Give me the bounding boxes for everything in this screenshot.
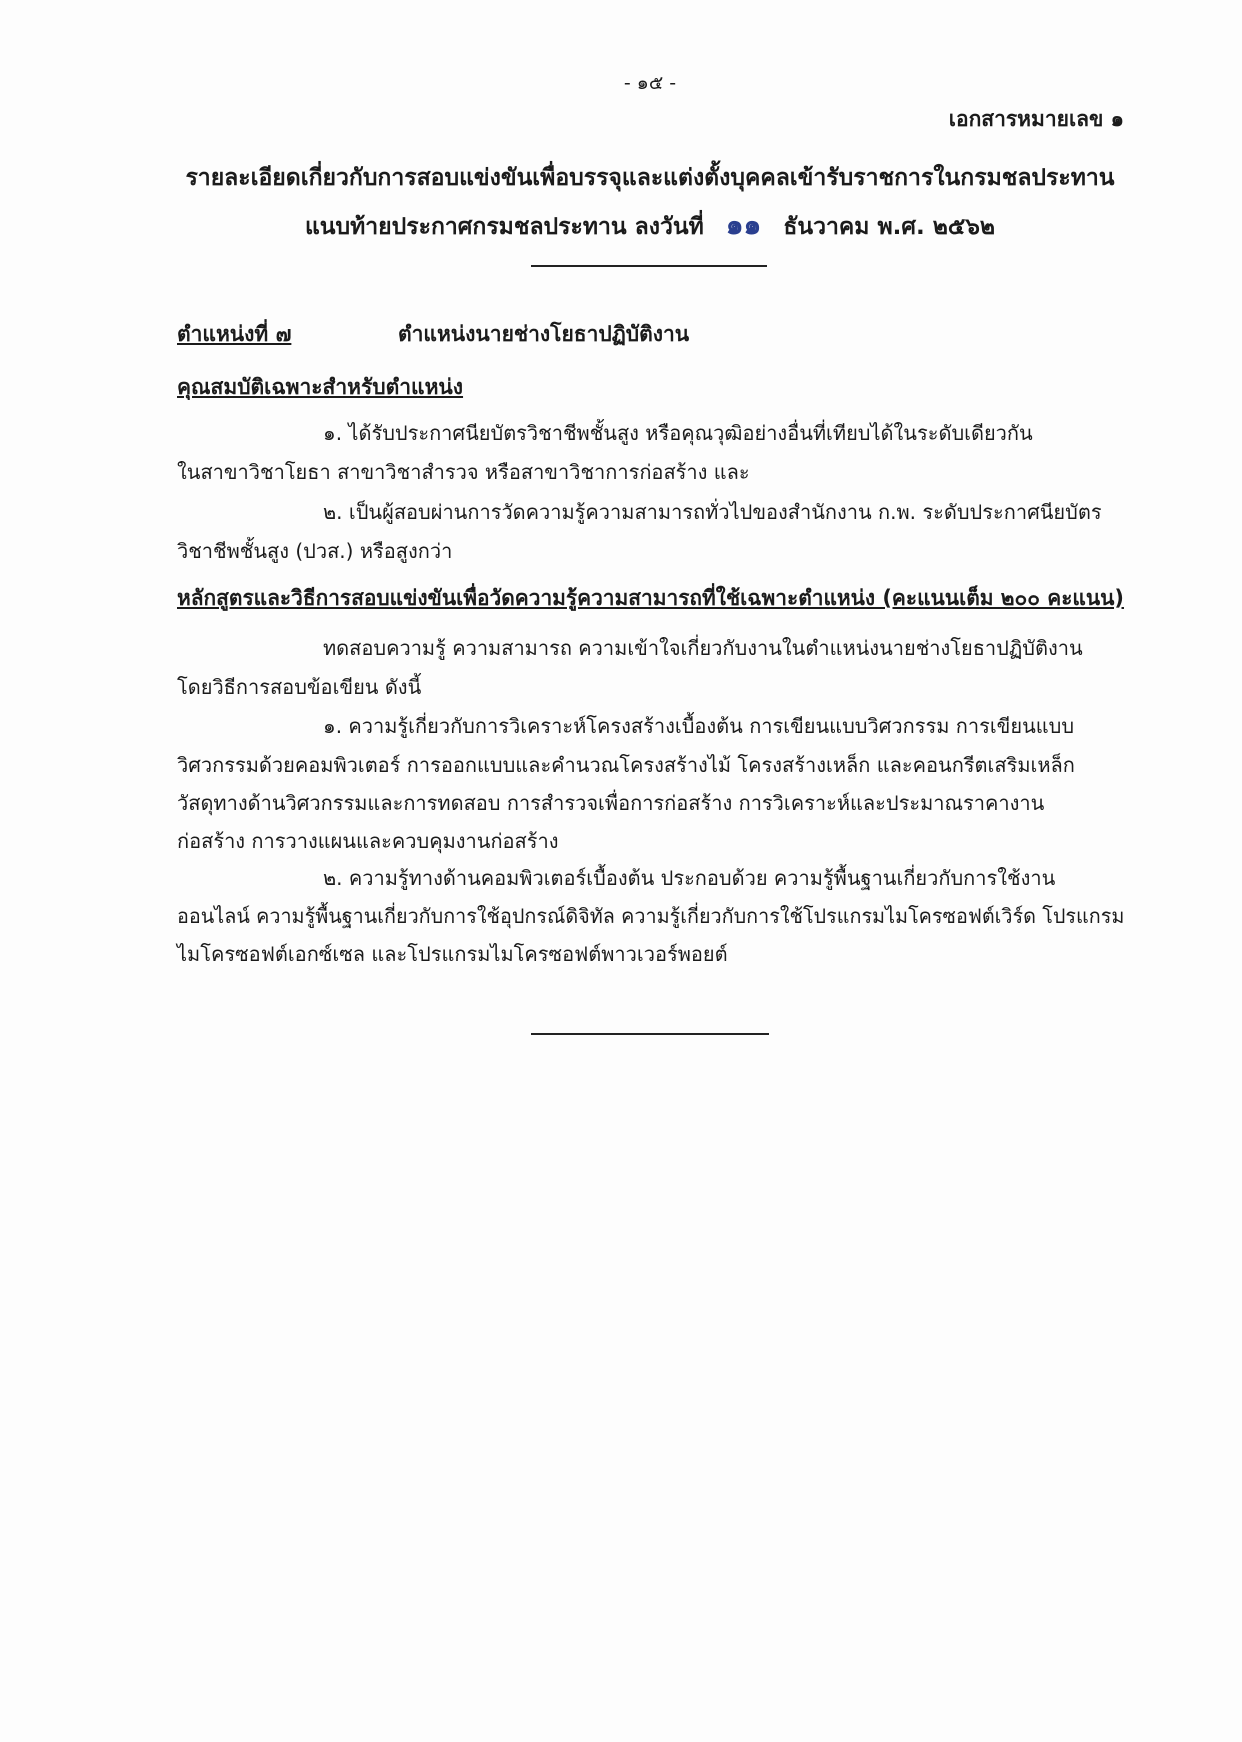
exam-item-1-line-2: วิศวกรรมด้วยคอมพิวเตอร์ การออกแบบและคำนวณโครงสร้างไม้ โครงสร้างเหล็ก และคอนกรีตเสริมเหล็ก [177,753,1075,777]
qualifications-heading: คุณสมบัติเฉพาะสำหรับตำแหน่ง [177,375,464,399]
exam-intro-line-1: ทดสอบความรู้ ความสามารถ ความเข้าใจเกี่ยวกับงานในตำแหน่งนายช่างโยธาปฏิบัติงาน [323,636,1083,660]
qualification-item-1-line-1: ๑. ได้รับประกาศนียบัตรวิชาชีพชั้นสูง หรือคุณวุฒิอย่างอื่นที่เทียบได้ในระดับเดียวกัน [323,421,1033,445]
document-title-line-1: รายละเอียดเกี่ยวกับการสอบแข่งขันเพื่อบรรจุและแต่งตั้งบุคคลเข้ารับราชการในกรมชลประทาน [185,165,1115,191]
qualification-item-2-line-1: ๒. เป็นผู้สอบผ่านการวัดความรู้ความสามารถทั่วไปของสำนักงาน ก.พ. ระดับประกาศนียบัตร [323,500,1102,524]
title-divider [531,265,767,267]
document-title-line-2 [0,203,1242,247]
announcement-date-prefix: แนบท้ายประกาศกรมชลประทาน ลงวันที่ [304,214,704,240]
position-label: ตำแหน่งที่ ๗ [177,322,292,346]
exam-item-1-line-1: ๑. ความรู้เกี่ยวกับการวิเคราะห์โครงสร้างเบื้องต้น การเขียนแบบวิศวกรรม การเขียนแบบ [323,714,1075,738]
closing-divider [531,1033,769,1035]
announcement-date-suffix: ธันวาคม พ.ศ. ๒๕๖๒ [783,214,996,240]
exam-heading: หลักสูตรและวิธีการสอบแข่งขันเพื่อวัดความรู้ความสามารถที่ใช้เฉพาะตำแหน่ง (คะแนนเต็ม ๒๐๐ คะแนน) [177,586,1124,610]
qualification-item-2-line-2: วิชาชีพชั้นสูง (ปวส.) หรือสูงกว่า [177,539,453,563]
position-name: ตำแหน่งนายช่างโยธาปฏิบัติงาน [398,322,690,346]
page-number: - ๑๕ - [623,72,677,94]
handwritten-date-day: ๑๑ [725,208,762,241]
exam-item-2-line-2: ออนไลน์ ความรู้พื้นฐานเกี่ยวกับการใช้อุปกรณ์ดิจิทัล ความรู้เกี่ยวกับการใช้โปรแกรมไมโครซอฟต์เวิร์ด โปรแกรม [177,904,1125,928]
exam-item-2-line-3: ไมโครซอฟต์เอกซ์เซล และโปรแกรมไมโครซอฟต์พาวเวอร์พอยต์ [177,942,728,966]
exam-intro-line-2: โดยวิธีการสอบข้อเขียน ดังนี้ [177,675,422,699]
exam-item-1-line-4: ก่อสร้าง การวางแผนและควบคุมงานก่อสร้าง [177,829,559,853]
exam-item-1-line-3: วัสดุทางด้านวิศวกรรมและการทดสอบ การสำรวจเพื่อการก่อสร้าง การวิเคราะห์และประมาณราคางาน [177,791,1045,815]
qualification-item-1-line-2: ในสาขาวิชาโยธา สาขาวิชาสำรวจ หรือสาขาวิชาการก่อสร้าง และ [177,460,750,484]
exam-item-2-line-1: ๒. ความรู้ทางด้านคอมพิวเตอร์เบื้องต้น ประกอบด้วย ความรู้พื้นฐานเกี่ยวกับการใช้งาน [323,866,1056,890]
document-reference: เอกสารหมายเลข ๑ [948,107,1124,131]
